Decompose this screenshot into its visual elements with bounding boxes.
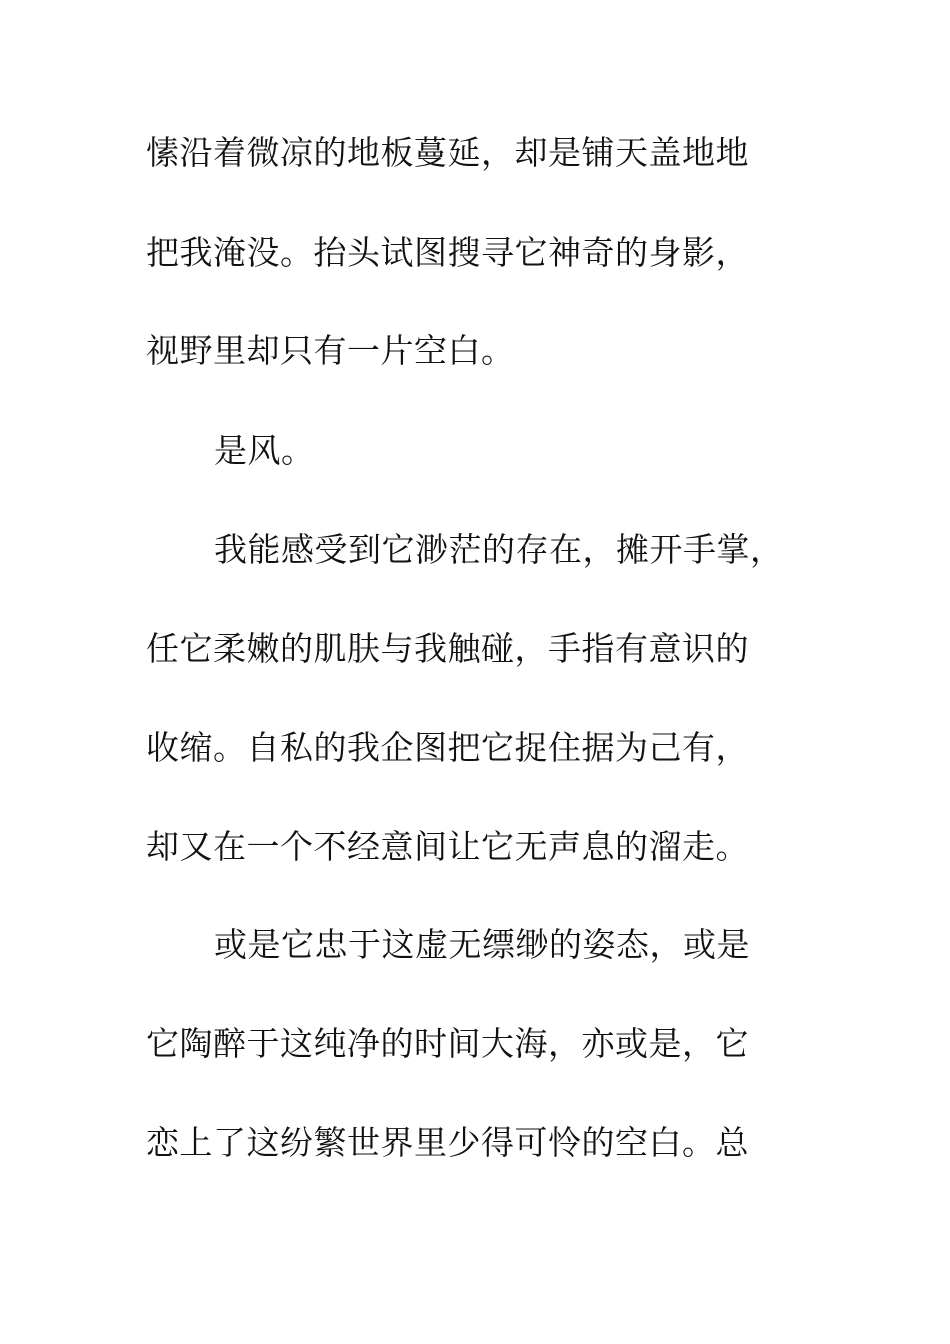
paragraph-line-2: 把我淹没。抬头试图搜寻它神奇的身影， <box>146 233 749 272</box>
paragraph-line-9: 或是它忠于这虚无缥缈的姿态，或是 <box>214 925 750 964</box>
paragraph-line-8: 却又在一个不经意间让它无声息的溜走。 <box>146 827 749 866</box>
paragraph-line-11: 恋上了这纷繁世界里少得可怜的空白。总 <box>146 1123 749 1162</box>
paragraph-line-1: 愫沿着微凉的地板蔓延，却是铺天盖地地 <box>146 133 749 172</box>
paragraph-line-6: 任它柔嫩的肌肤与我触碰，手指有意识的 <box>146 629 749 668</box>
paragraph-line-7: 收缩。自私的我企图把它捉住据为己有， <box>146 728 749 767</box>
paragraph-line-3: 视野里却只有一片空白。 <box>146 331 515 370</box>
paragraph-line-5: 我能感受到它渺茫的存在，摊开手掌， <box>214 530 784 569</box>
paragraph-line-10: 它陶醉于这纯净的时间大海，亦或是，它 <box>146 1024 749 1063</box>
paragraph-line-4: 是风。 <box>214 431 315 470</box>
